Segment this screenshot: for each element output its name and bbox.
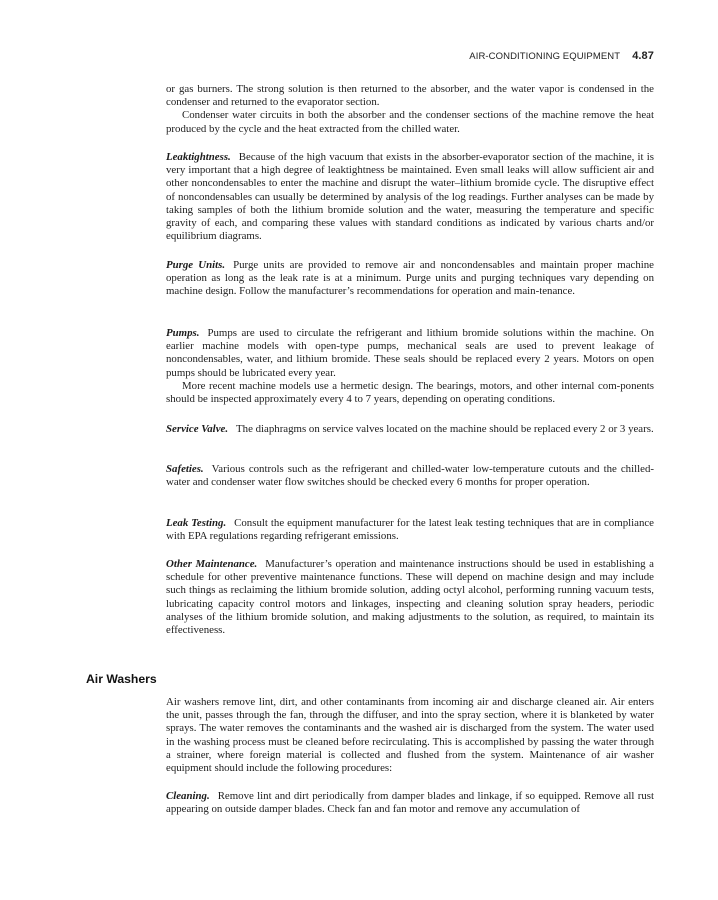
service-valve-text: The diaphragms on service valves located on the machine should be replaced every 2 or 3 years. bbox=[236, 423, 654, 435]
cleaning-paragraph bbox=[166, 790, 654, 816]
other-maintenance-section bbox=[166, 558, 654, 637]
leaktightness-paragraph bbox=[166, 151, 654, 243]
other-maintenance-title: Other Maintenance. bbox=[166, 558, 258, 570]
safeties-paragraph bbox=[166, 463, 654, 489]
other-maintenance-text: Manufacturer’s operation and maintenance instructions should be used in establishing a schedule for other preventive maintenance functions. These will depend on machine design and may include such things as reclaiming the lithium bromide solution, adding octyl alcohol, performing running vacuum tests, lubricating capacity control motors and linkages, inspecting and cleaning solution spray headers, periodic analyses of the lithium bromide solution, and making adjustments to the solution, as required, to maintain its effectiveness. bbox=[166, 558, 654, 637]
air-washers-section bbox=[166, 696, 654, 775]
safeties-section bbox=[166, 463, 654, 489]
cleaning-text: Remove lint and dirt periodically from damper blades and linkage, if so equipped. Remove all rust appearing on outside damper blades. Check fan and fan motor and remove any accumulation of bbox=[166, 790, 654, 816]
purge-title: Purge Units. bbox=[166, 259, 226, 271]
pumps-title: Pumps. bbox=[166, 327, 200, 339]
service-valve-section bbox=[166, 423, 654, 436]
leaktightness-section bbox=[166, 151, 654, 243]
air-washers-heading: Air Washers bbox=[86, 672, 157, 686]
leak-testing-paragraph bbox=[166, 517, 654, 543]
condenser-paragraph: Condenser water circuits in both the absorber and the condenser sections of the machine remove the heat produced by the cycle and the heat extracted from the chilled water. bbox=[166, 109, 654, 135]
pumps-text: Pumps are used to circulate the refrigerant and lithium bromide solutions within the machine. On earlier machine models with open-type pumps, mechanical seals are used to prevent leakage of noncondensables, water, and lithium bromide. These seals should be replaced every 2 years. Motors on open pumps should be lubricated every year. bbox=[166, 327, 654, 379]
pumps-paragraph-2: More recent machine models use a hermetic design. The bearings, motors, and other internal com-ponents should be inspected approximately every 4 to 7 years, depending on operating conditions. bbox=[166, 379, 654, 406]
page-number: 4.87 bbox=[632, 50, 654, 62]
leaktightness-title: Leaktightness. bbox=[166, 151, 231, 163]
running-title: AIR-CONDITIONING EQUIPMENT bbox=[469, 51, 621, 62]
cleaning-section bbox=[166, 790, 654, 816]
other-maintenance-paragraph bbox=[166, 558, 654, 637]
air-washers-paragraph: Air washers remove lint, dirt, and other contaminants from incoming air and discharge cleaned air. Air enters the unit, passes through the fan, through the diffuser, and into the spray section, where it is blanketed by water sprays. The water removes the contaminants and the washed air is discharged from the system. The water used in the washing process must be cleaned before recirculating. This is accomplished by passing the water through a strainer, where foreign material is collected and flushed from the system. Maintenance of air washer equipment should include the following procedures: bbox=[166, 696, 654, 775]
safeties-text: Various controls such as the refrigerant and chilled-water low-temperature cutouts and the chilled-water and condenser water flow switches should be checked every 6 months for proper operation. bbox=[166, 463, 654, 489]
leaktightness-text: Because of the high vacuum that exists in the absorber-evaporator section of the machine, it is very important that a high degree of leaktightness be maintained. Even small leaks will allow sufficient air and other noncondensables to enter the machine and disrupt the water–lithium bromide cycle. The disruptive effect of noncondensables can usually be determined by analysis of the log readings. Further analyses can be made by taking samples of both the lithium bromide solution and the water, measuring the temperature and specific gravity of each, and comparing these values with standard conditions as indicated by various charts and/or equilibrium diagrams. bbox=[166, 151, 654, 243]
leak-testing-text: Consult the equipment manufacturer for the latest leak testing techniques that are in compliance with EPA regulations regarding refrigerant emissions. bbox=[166, 517, 654, 543]
service-valve-paragraph bbox=[166, 423, 654, 436]
purge-units-section bbox=[166, 259, 654, 299]
cleaning-title: Cleaning. bbox=[166, 790, 210, 802]
continuation-block bbox=[166, 83, 654, 136]
running-header bbox=[469, 50, 654, 62]
purge-paragraph bbox=[166, 259, 654, 299]
purge-text: Purge units are provided to remove air and noncondensables and maintain proper machine operation as long as the leak rate is at a minimum. Purge units and purging techniques vary depending on machine design. Follow the manufacturer’s recommendations for operation and main-tenance. bbox=[166, 259, 654, 298]
safeties-title: Safeties. bbox=[166, 463, 204, 475]
pumps-paragraph bbox=[166, 327, 654, 380]
pumps-section bbox=[166, 327, 654, 406]
continuation-paragraph: or gas burners. The strong solution is then returned to the absorber, and the water vapor is condensed in the condenser and returned to the evaporator section. bbox=[166, 83, 654, 109]
service-valve-title: Service Valve. bbox=[166, 423, 229, 435]
leak-testing-section bbox=[166, 517, 654, 543]
leak-testing-title: Leak Testing. bbox=[166, 517, 227, 529]
